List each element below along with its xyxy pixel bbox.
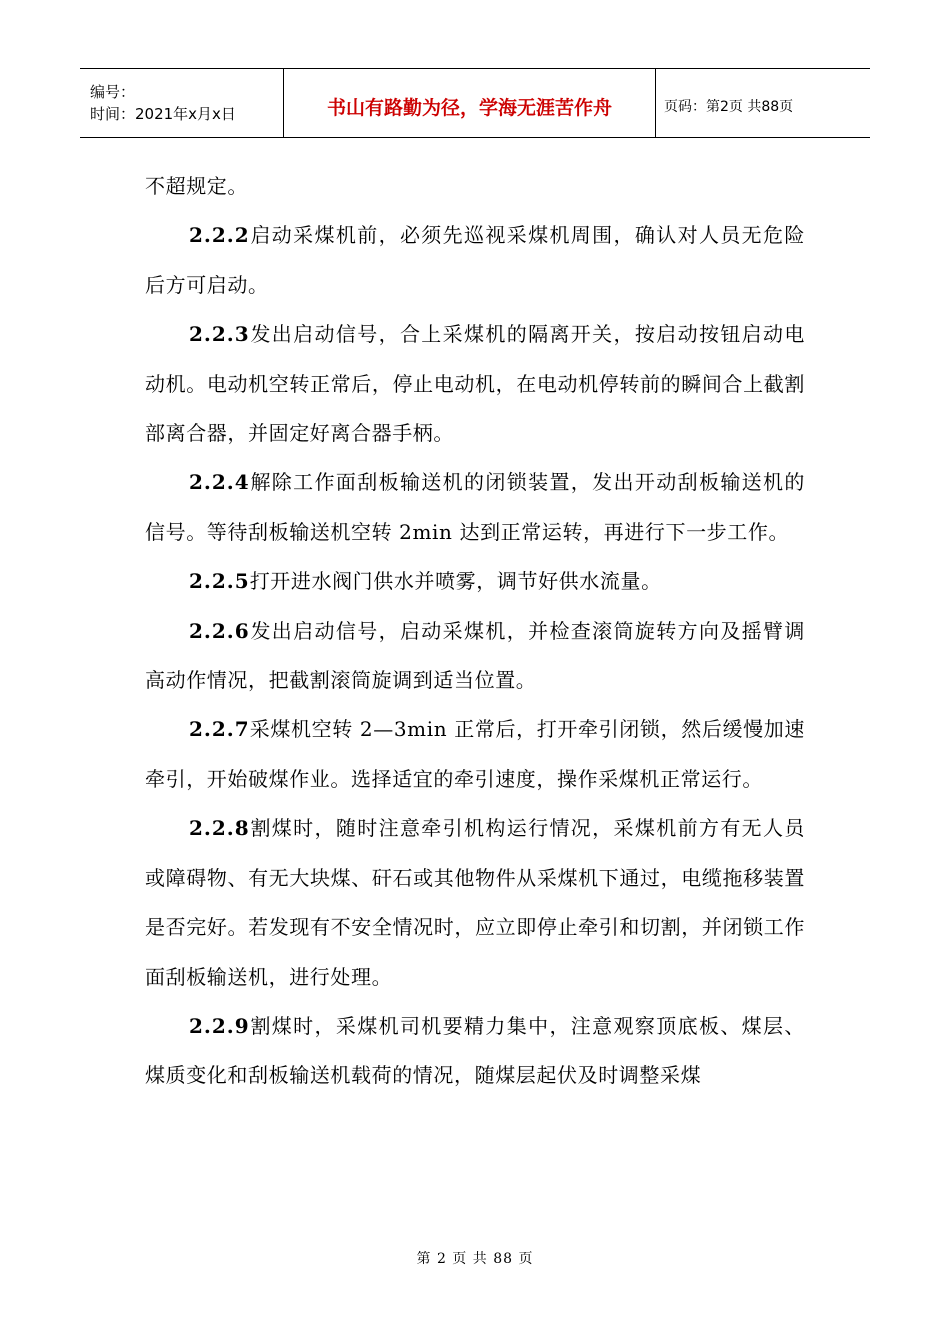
section-number: 2.2.5 <box>189 569 250 594</box>
document-number-label: 编号： <box>90 83 136 101</box>
paragraph-text: 发出启动信号，合上采煤机的隔离开关，按启动按钮启动电动机。电动机空转正常后，停止电动机，在电动机停转前的瞬间合上截割部离合器，并固定好离合器手柄。 <box>145 322 805 446</box>
section-number: 2.2.6 <box>189 618 250 643</box>
header-page-info <box>656 69 870 137</box>
paragraph <box>145 211 805 310</box>
footer-page-number: 第 2 页 共 88 页 <box>416 1251 534 1267</box>
paragraph <box>145 1002 805 1101</box>
paragraph <box>145 607 805 706</box>
section-number: 2.2.4 <box>189 470 250 495</box>
paragraph-text: 解除工作面刮板输送机的闭锁装置，发出开动刮板输送机的信号。等待刮板输送机空转 2min 达到正常运转，再进行下一步工作。 <box>145 470 805 544</box>
paragraph-text: 打开进水阀门供水并喷雾，调节好供水流量。 <box>249 569 662 594</box>
paragraph-text: 发出启动信号，启动采煤机，并检查滚筒旋转方向及摇臂调高动作情况，把截割滚筒旋调到适当位置。 <box>145 618 805 693</box>
paragraph-text: 割煤时，随时注意牵引机构运行情况，采煤机前方有无人员或障碍物、有无大块煤、矸石或其他物件从采煤机下通过，电缆拖移装置是否完好。若发现有不安全情况时，应立即停止牵引和切割，并闭锁工作面刮板输送机，进行处理。 <box>145 816 805 989</box>
paragraph <box>145 705 805 804</box>
paragraph-text: 割煤时，采煤机司机要精力集中，注意观察顶底板、煤层、煤质变化和刮板输送机载荷的情况，随煤层起伏及时调整采煤 <box>145 1013 805 1088</box>
motto-text: 书山有路勤为径，学海无涯苦作舟 <box>326 96 612 119</box>
paragraph <box>145 804 805 1002</box>
header-motto <box>283 69 656 137</box>
paragraph <box>145 458 805 557</box>
paragraph <box>145 162 805 211</box>
page-info-text: 页码：第2页 共88页 <box>664 99 794 115</box>
section-number: 2.2.7 <box>189 717 250 742</box>
section-number: 2.2.9 <box>189 1013 250 1038</box>
paragraph <box>145 557 805 606</box>
document-time-label: 时间：2021年x月x日 <box>90 105 236 123</box>
document-body <box>145 162 805 1101</box>
paragraph-text: 不超规定。 <box>145 174 248 198</box>
section-number: 2.2.2 <box>189 223 250 248</box>
header-meta <box>80 69 283 137</box>
paragraph-text: 启动采煤机前，必须先巡视采煤机周围，确认对人员无危险后方可启动。 <box>145 223 805 297</box>
section-number: 2.2.3 <box>189 322 250 347</box>
page-header <box>80 68 870 138</box>
page-footer <box>0 1248 950 1268</box>
section-number: 2.2.8 <box>189 816 250 841</box>
paragraph <box>145 310 805 458</box>
paragraph-text: 采煤机空转 2—3min 正常后，打开牵引闭锁，然后缓慢加速牵引，开始破煤作业。选择适宜的牵引速度，操作采煤机正常运行。 <box>145 717 805 791</box>
